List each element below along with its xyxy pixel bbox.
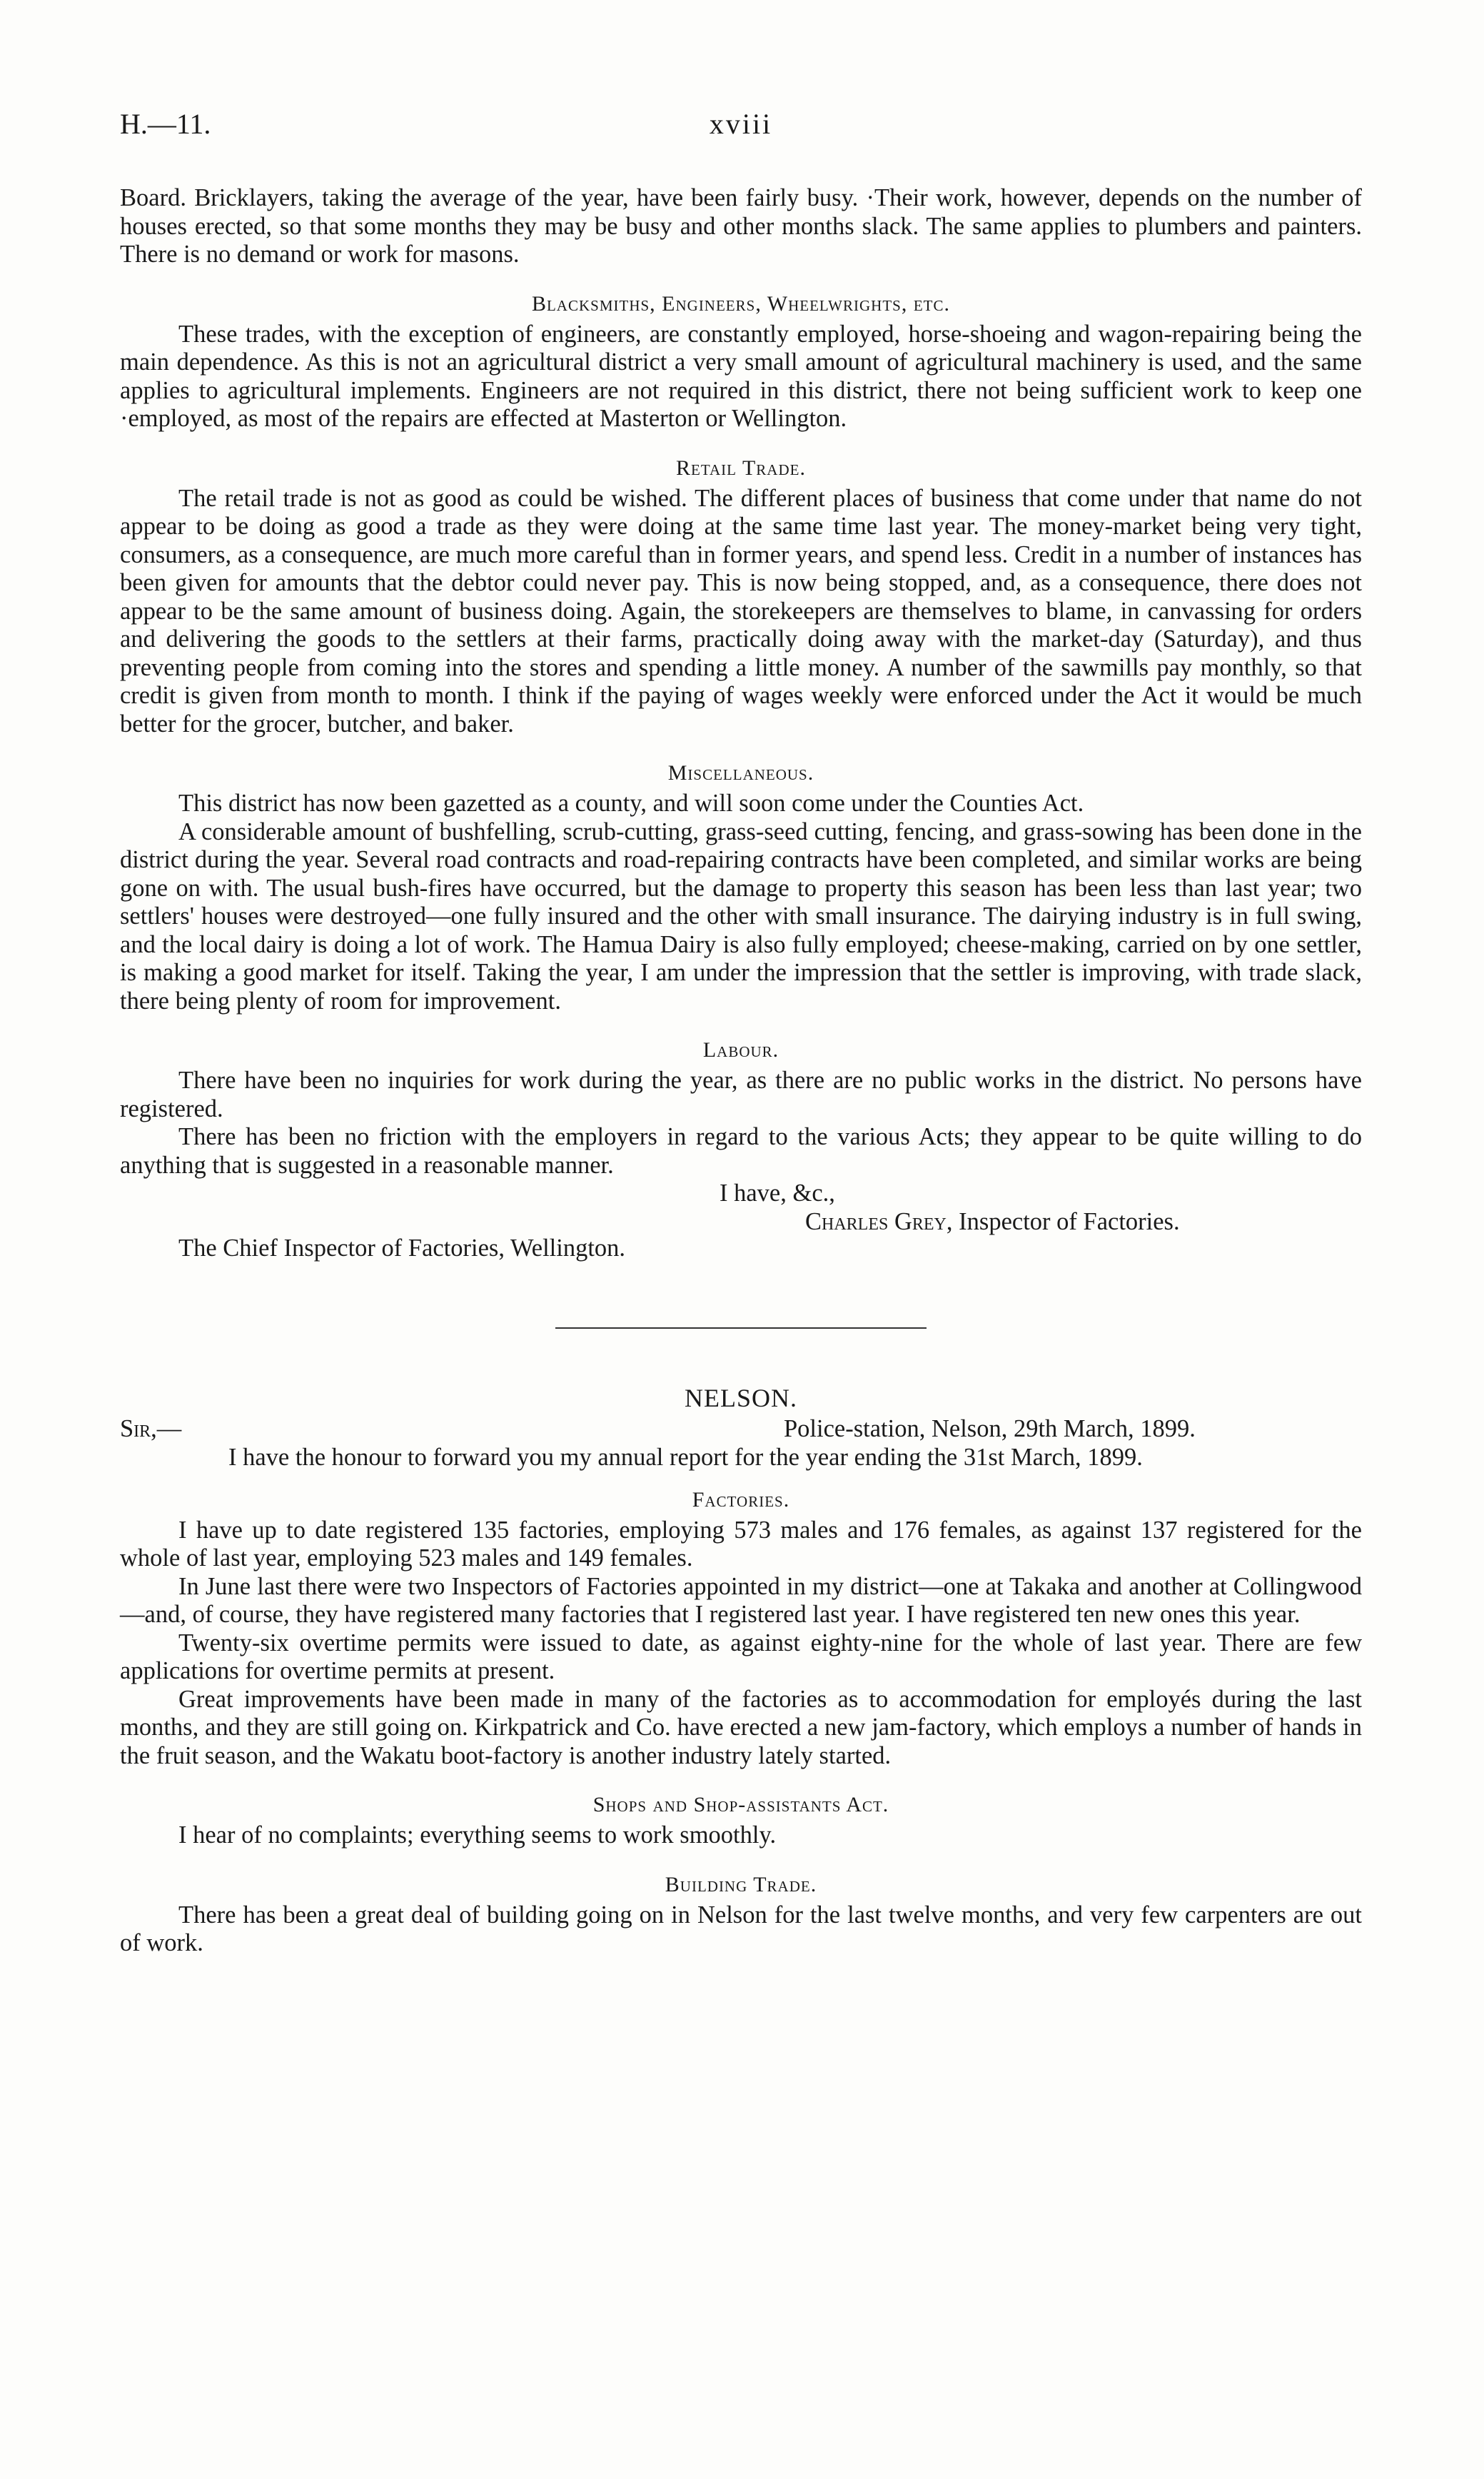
signatory-name: Charles Grey	[805, 1207, 947, 1235]
signoff: I have, &c.,	[720, 1180, 835, 1207]
heading-building-trade: Building Trade.	[665, 1872, 817, 1896]
dateline: Police-station, Nelson, 29th March, 1899.	[784, 1415, 1196, 1442]
heading-retail-trade: Retail Trade.	[676, 456, 806, 480]
heading-labour: Labour.	[702, 1038, 779, 1062]
salutation: Sir,—	[120, 1415, 182, 1442]
paragraph-shops-act: I hear of no complaints; everything seems to work smoothly.	[178, 1821, 777, 1849]
paragraph-miscellaneous-1: This district has now been gazetted as a county, and will soon come under the Counties Act.	[178, 790, 1084, 817]
paragraph-labour-1: There have been no inquiries for work during the year, as there are no public works in the district. No persons have registered.	[120, 1067, 1362, 1122]
paragraph-factories-3: Twenty-six overtime permits were issued to date, as against eighty-nine for the whole of last year. There are few applications for overtime permits at present.	[120, 1629, 1362, 1684]
paragraph-retail-trade: The retail trade is not as good as could be wished. The different places of business that come under that name do not appear to be doing as good a trade as they were doing at the same time last year. The money-market being very tight, consumers, as a consequence, are much more careful than in former years, and spend less. Credit in a number of instances has been given for amounts that the debtor could never pay. This is now being stopped, and, as a consequence, there does not appear to be the same amount of business doing. Again, the storekeepers are themselves to blame, in canvassing for orders and delivering the goods to the settlers at their farms, practically doing away with the market-day (Saturday), and thus preventing people from coming into the stores and spending a little money. A number of the sawmills pay monthly, so that credit is given from month to month. I think if the paying of wages weekly were enforced under the Act it would be much better for the grocer, butcher, and baker.	[120, 484, 1362, 738]
document-body	[120, 184, 1362, 1958]
addressee: The Chief Inspector of Factories, Wellington.	[178, 1235, 626, 1262]
paragraph-miscellaneous-2: A considerable amount of bushfelling, scrub-cutting, grass-seed cutting, fencing, and grass-sowing has been done in the district during the year. Several road contracts and road-repairing contracts have been completed, and similar works are being gone on with. The usual bush-fires have occurred, but the damage to property this season has been less than last year; two settlers' houses were destroyed—one fully insured and the other with small insurance. The dairying industry is in full swing, and the local dairy is doing a lot of work. The Hamua Dairy is also fully employed; cheese-making, carried on by one settler, is making a good market for itself. Taking the year, I am under the impression that the settler is improving, with trade slack, there being plenty of room for improvement.	[120, 818, 1362, 1015]
heading-factories: Factories.	[692, 1487, 790, 1512]
paragraph-factories-4: Great improvements have been made in many of the factories as to accommodation for employés during the last months, and they are still going on. Kirkpatrick and Co. have erected a new jam-factory, which employs a number of hands in the fruit season, and the Wakatu boot-factory is another industry lately started.	[120, 1685, 1362, 1769]
paragraph-factories-2: In June last there were two Inspectors of Factories appointed in my district—one at Takaka and another at Collingwood—and, of course, they have registered many factories that I registered last year. I have registered ten new ones this year.	[120, 1572, 1362, 1628]
heading-miscellaneous: Miscellaneous.	[667, 761, 814, 785]
paragraph-factories-1: I have up to date registered 135 factories, employing 573 males and 176 females, as against 137 registered for the whole of last year, employing 523 males and 149 females.	[120, 1516, 1362, 1572]
heading-blacksmiths: Blacksmiths, Engineers, Wheelwrights, etc.	[531, 291, 951, 316]
document-reference: H.—11.	[120, 108, 211, 140]
location-heading: NELSON.	[685, 1383, 797, 1412]
paragraph-intro: I have the honour to forward you my annual report for the year ending the 31st March, 1899.	[228, 1444, 1143, 1471]
paragraph-building-trade: There has been a great deal of building going on in Nelson for the last twelve months, and very few carpenters are out of work.	[120, 1901, 1362, 1956]
section-divider	[555, 1327, 927, 1329]
paragraph-labour-2: There has been no friction with the employers in regard to the various Acts; they appear to be quite willing to do anything that is suggested in a reasonable manner.	[120, 1123, 1362, 1179]
paragraph-board: Board. Bricklayers, taking the average of the year, have been fairly busy. ·Their work, however, depends on the number of houses erected, so that some months they may be busy and other months slack. The same applies to plumbers and painters. There is no demand or work for masons.	[120, 184, 1362, 268]
signature-line	[805, 1208, 1362, 1237]
page-header	[120, 107, 1362, 150]
page-number: xviii	[709, 108, 773, 140]
heading-shops-act: Shops and Shop-assistants Act.	[592, 1793, 889, 1816]
salutation-row	[120, 1415, 1362, 1444]
signatory-title: , Inspector of Factories.	[946, 1207, 1180, 1235]
paragraph-blacksmiths: These trades, with the exception of engineers, are constantly employed, horse-shoeing and wagon-repairing being the main dependence. As this is not an agricultural district a very small amount of agricultural machinery is used, and the same applies to agricultural implements. Engineers are not required in this district, there not being sufficient work to keep one ·employed, as most of the repairs are effected at Masterton or Wellington.	[120, 320, 1362, 432]
